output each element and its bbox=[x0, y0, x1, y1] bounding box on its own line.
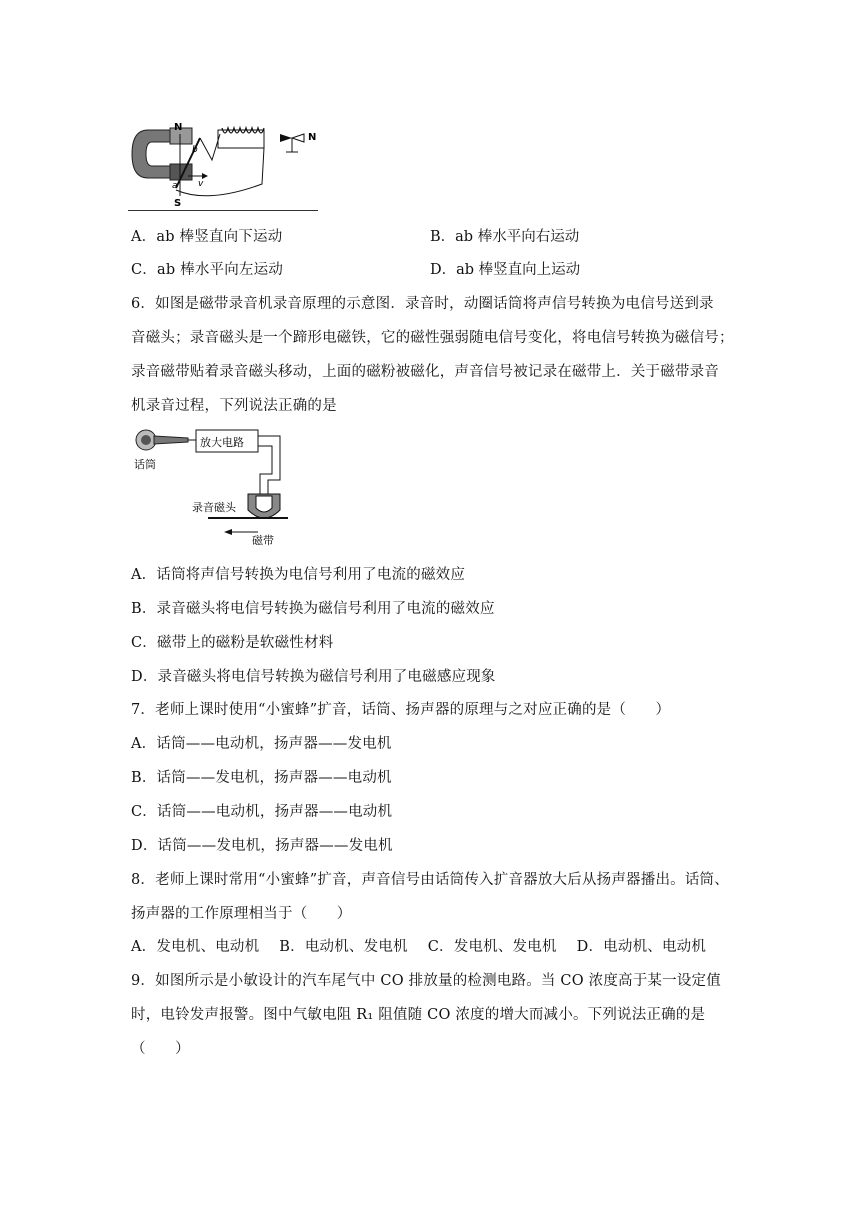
q7-option-d: D．话筒——发电机，扬声器——发电机 bbox=[131, 838, 393, 854]
q8-option-a: A．发电机、电动机 bbox=[131, 939, 260, 955]
label-a: a bbox=[172, 181, 178, 191]
q6-option-a: A．话筒将声信号转换为电信号利用了电流的磁效应 bbox=[131, 567, 466, 583]
q6-option-c: C．磁带上的磁粉是软磁性材料 bbox=[131, 635, 334, 651]
label-compass-n: N bbox=[308, 132, 317, 143]
q9-stem-line: 时，电铃发声报警。图中气敏电阻 R₁ 阻值随 CO 浓度的增大而减小。下列说法正确的是 bbox=[131, 1007, 706, 1023]
label-mic: 话筒 bbox=[134, 458, 156, 471]
q8-stem-line: 扬声器的工作原理相当于（ ） bbox=[131, 906, 352, 922]
q8-option-c: C．发电机、发电机 bbox=[427, 939, 557, 955]
q7-option-c: C．话筒——电动机，扬声器——电动机 bbox=[131, 804, 393, 820]
q5-option-c: C．ab 棒水平向左运动 bbox=[131, 262, 284, 278]
q5-option-d: D．ab 棒竖直向上运动 bbox=[430, 262, 581, 278]
q6-stem-line: 音磁头；录音磁头是一个蹄形电磁铁，它的磁性强弱随电信号变化，将电信号转换为磁信号； bbox=[131, 330, 734, 346]
q9-stem-line: 9．如图所示是小敏设计的汽车尾气中 CO 排放量的检测电路。当 CO 浓度高于某一设定值 bbox=[131, 973, 721, 989]
magnet-coil-figure bbox=[128, 118, 320, 216]
tape-recorder-figure bbox=[128, 426, 293, 550]
label-s: S bbox=[174, 198, 182, 209]
q6-option-d: D．录音磁头将电信号转换为磁信号利用了电磁感应现象 bbox=[131, 669, 496, 685]
q9-stem-line: （ ） bbox=[131, 1041, 190, 1057]
q5-option-b: B．ab 棒水平向右运动 bbox=[430, 229, 580, 245]
q7-stem: 7．老师上课时使用“小蜜蜂”扩音，话筒、扬声器的原理与之对应正确的是（ ） bbox=[131, 702, 671, 718]
label-b: b bbox=[192, 145, 198, 155]
q7-option-b: B．话筒——发电机，扬声器——电动机 bbox=[131, 770, 392, 786]
label-amplifier: 放大电路 bbox=[200, 436, 244, 449]
q8-option-b: B．电动机、发电机 bbox=[279, 939, 408, 955]
label-v: v bbox=[198, 179, 204, 189]
label-head: 录音磁头 bbox=[192, 501, 236, 514]
label-tape: 磁带 bbox=[252, 534, 274, 546]
q6-stem-line: 机录音过程，下列说法正确的是 bbox=[131, 398, 337, 414]
q8-options bbox=[131, 935, 726, 956]
label-n: N bbox=[174, 122, 183, 133]
q8-stem-line: 8．老师上课时常用“小蜜蜂”扩音，声音信号由话筒传入扩音器放大后从扬声器播出。话筒、 bbox=[131, 872, 729, 888]
q7-option-a: A．话筒——电动机，扬声器——发电机 bbox=[131, 736, 392, 752]
q6-option-b: B．录音磁头将电信号转换为磁信号利用了电流的磁效应 bbox=[131, 601, 495, 617]
figure-baseline bbox=[128, 210, 318, 211]
q5-option-a: A．ab 棒竖直向下运动 bbox=[131, 229, 283, 245]
q6-stem-line: 6．如图是磁带录音机录音原理的示意图．录音时，动圈话筒将声信号转换为电信号送到录 bbox=[131, 296, 714, 312]
q6-stem-line: 录音磁带贴着录音磁头移动，上面的磁粉被磁化，声音信号被记录在磁带上．关于磁带录音 bbox=[131, 364, 719, 380]
q8-option-d: D．电动机、电动机 bbox=[576, 939, 707, 955]
